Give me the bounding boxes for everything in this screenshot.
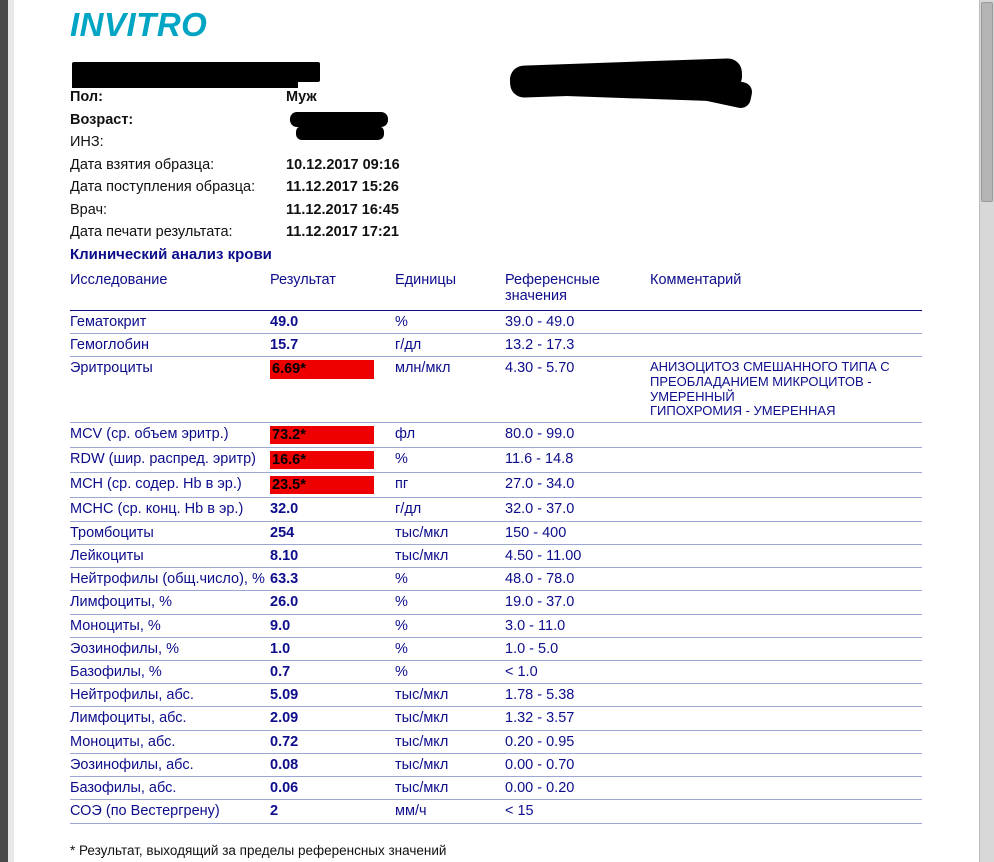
cell-test-name: RDW (шир. распред. эритр)	[70, 447, 270, 472]
results-table-head	[70, 270, 922, 311]
results-table-body	[70, 311, 922, 824]
table-row	[70, 422, 922, 447]
cell-comment	[650, 777, 922, 800]
cell-comment	[650, 800, 922, 823]
cell-reference-range: 1.78 - 5.38	[505, 684, 650, 707]
cell-units: %	[395, 637, 505, 660]
cell-units: %	[395, 591, 505, 614]
cell-result: 0.7	[270, 661, 395, 684]
table-row	[70, 753, 922, 776]
cell-result	[270, 422, 395, 447]
table-row	[70, 684, 922, 707]
cell-reference-range: 4.50 - 11.00	[505, 544, 650, 567]
cell-result: 0.06	[270, 777, 395, 800]
cell-units: пг	[395, 473, 505, 498]
cell-test-name: Гемоглобин	[70, 334, 270, 357]
column-header-units: Единицы	[395, 270, 505, 311]
cell-reference-range: 11.6 - 14.8	[505, 447, 650, 472]
invitro-logo: INVITRO	[70, 6, 208, 43]
cell-result: 32.0	[270, 498, 395, 521]
cell-reference-range: 13.2 - 17.3	[505, 334, 650, 357]
cell-reference-range: 0.00 - 0.20	[505, 777, 650, 800]
cell-test-name: Нейтрофилы, абс.	[70, 684, 270, 707]
cell-units: тыс/мкл	[395, 777, 505, 800]
info-row-received-date	[70, 176, 630, 199]
table-row	[70, 591, 922, 614]
cell-result: 49.0	[270, 311, 395, 334]
cell-units: %	[395, 568, 505, 591]
table-row	[70, 311, 922, 334]
cell-comment	[650, 422, 922, 447]
cell-reference-range: 80.0 - 99.0	[505, 422, 650, 447]
column-header-reference-line1: Референсные	[505, 272, 600, 288]
info-label-age: Возраст:	[70, 111, 134, 128]
cell-units: тыс/мкл	[395, 684, 505, 707]
cell-result: 63.3	[270, 568, 395, 591]
cell-comment	[650, 730, 922, 753]
cell-result	[270, 447, 395, 472]
cell-test-name: Лимфоциты, абс.	[70, 707, 270, 730]
cell-comment	[650, 357, 922, 422]
cell-result: 254	[270, 521, 395, 544]
cell-result: 8.10	[270, 544, 395, 567]
info-row-sample-date	[70, 154, 630, 177]
cell-test-name: Тромбоциты	[70, 521, 270, 544]
cell-test-name: Гематокрит	[70, 311, 270, 334]
info-value-sex: Муж	[286, 89, 317, 106]
cell-comment	[650, 591, 922, 614]
table-row	[70, 730, 922, 753]
info-label-inz: ИНЗ:	[70, 134, 104, 151]
cell-result: 0.72	[270, 730, 395, 753]
cell-reference-range: 19.0 - 37.0	[505, 591, 650, 614]
info-row-sex	[70, 86, 630, 109]
column-header-comment: Комментарий	[650, 270, 922, 311]
cell-reference-range: 4.30 - 5.70	[505, 357, 650, 422]
cell-result: 0.08	[270, 753, 395, 776]
cell-units: г/дл	[395, 334, 505, 357]
cell-units: %	[395, 447, 505, 472]
info-label-received-date: Дата поступления образца:	[70, 179, 256, 196]
comment-line: ГИПОХРОМИЯ - УМЕРЕННАЯ	[650, 403, 836, 419]
cell-units: тыс/мкл	[395, 753, 505, 776]
cell-comment	[650, 311, 922, 334]
footnote: * Результат, выходящий за пределы референсных значений	[70, 843, 447, 858]
cell-comment	[650, 568, 922, 591]
out-of-range-highlight: 23.5*	[270, 476, 374, 494]
cell-comment	[650, 334, 922, 357]
section-title: Клинический анализ крови	[70, 246, 272, 263]
cell-units: фл	[395, 422, 505, 447]
cell-test-name: Моноциты, %	[70, 614, 270, 637]
out-of-range-highlight: 73.2*	[270, 426, 374, 444]
cell-result: 15.7	[270, 334, 395, 357]
info-row-age	[70, 109, 630, 132]
table-row	[70, 637, 922, 660]
cell-reference-range: 0.20 - 0.95	[505, 730, 650, 753]
cell-reference-range: 27.0 - 34.0	[505, 473, 650, 498]
cell-result: 2	[270, 800, 395, 823]
cell-test-name: Лейкоциты	[70, 544, 270, 567]
scrollbar-thumb[interactable]	[981, 2, 993, 202]
cell-units: мм/ч	[395, 800, 505, 823]
cell-reference-range: 32.0 - 37.0	[505, 498, 650, 521]
cell-units: тыс/мкл	[395, 730, 505, 753]
cell-test-name: Эозинофилы, %	[70, 637, 270, 660]
cell-test-name: Базофилы, %	[70, 661, 270, 684]
cell-comment	[650, 753, 922, 776]
comment-line: АНИЗОЦИТОЗ СМЕШАННОГО ТИПА С ПРЕОБЛАДАНИЕМ МИКРОЦИТОВ - УМЕРЕННЫЙ	[650, 359, 890, 404]
table-row	[70, 707, 922, 730]
info-value-print-date: 11.12.2017 17:21	[286, 224, 399, 241]
cell-reference-range: 1.0 - 5.0	[505, 637, 650, 660]
info-label-doctor: Врач:	[70, 201, 108, 218]
cell-test-name: СОЭ (по Вестергрену)	[70, 800, 270, 823]
table-row	[70, 777, 922, 800]
scrollbar[interactable]	[979, 0, 994, 862]
column-header-result: Результат	[270, 270, 395, 311]
cell-comment	[650, 614, 922, 637]
table-row	[70, 661, 922, 684]
table-header-row	[70, 270, 922, 311]
cell-test-name: Эозинофилы, абс.	[70, 753, 270, 776]
cell-reference-range: 3.0 - 11.0	[505, 614, 650, 637]
table-row	[70, 357, 922, 422]
cell-test-name: Моноциты, абс.	[70, 730, 270, 753]
cell-comment	[650, 637, 922, 660]
cell-result	[270, 357, 395, 422]
cell-reference-range: < 15	[505, 800, 650, 823]
cell-test-name: MCH (ср. содер. Hb в эр.)	[70, 473, 270, 498]
cell-result: 9.0	[270, 614, 395, 637]
info-value-doctor: 11.12.2017 16:45	[286, 201, 399, 218]
column-header-reference	[505, 270, 650, 311]
page-left-edge	[0, 0, 8, 862]
cell-comment	[650, 707, 922, 730]
info-row-print-date	[70, 221, 630, 244]
info-row-inz	[70, 131, 630, 154]
cell-test-name: MCHC (ср. конц. Hb в эр.)	[70, 498, 270, 521]
cell-units: %	[395, 661, 505, 684]
cell-result: 2.09	[270, 707, 395, 730]
patient-info-block	[70, 86, 630, 244]
cell-reference-range: 1.32 - 3.57	[505, 707, 650, 730]
table-row	[70, 800, 922, 823]
cell-comment	[650, 661, 922, 684]
cell-test-name: Базофилы, абс.	[70, 777, 270, 800]
table-row	[70, 498, 922, 521]
cell-comment	[650, 473, 922, 498]
table-row	[70, 544, 922, 567]
cell-units: тыс/мкл	[395, 521, 505, 544]
cell-comment	[650, 498, 922, 521]
cell-result	[270, 473, 395, 498]
table-row	[70, 521, 922, 544]
info-row-doctor	[70, 199, 630, 222]
cell-reference-range: 39.0 - 49.0	[505, 311, 650, 334]
cell-test-name: Эритроциты	[70, 357, 270, 422]
info-label-sex: Пол:	[70, 89, 103, 106]
table-row	[70, 334, 922, 357]
cell-units: тыс/мкл	[395, 707, 505, 730]
cell-units: %	[395, 614, 505, 637]
info-label-print-date: Дата печати результата:	[70, 224, 233, 241]
cell-comment	[650, 447, 922, 472]
cell-comment	[650, 521, 922, 544]
table-row	[70, 473, 922, 498]
cell-comment	[650, 684, 922, 707]
info-label-sample-date: Дата взятия образца:	[70, 156, 215, 173]
info-value-sample-date: 10.12.2017 09:16	[286, 156, 400, 173]
column-header-name: Исследование	[70, 270, 270, 311]
cell-result: 1.0	[270, 637, 395, 660]
cell-units: млн/мкл	[395, 357, 505, 422]
table-row	[70, 568, 922, 591]
cell-test-name: Нейтрофилы (общ.число), %	[70, 568, 270, 591]
cell-units: тыс/мкл	[395, 544, 505, 567]
cell-test-name: Лимфоциты, %	[70, 591, 270, 614]
document-content	[14, 0, 980, 862]
info-value-received-date: 11.12.2017 15:26	[286, 179, 399, 196]
cell-units: г/дл	[395, 498, 505, 521]
out-of-range-highlight: 6.69*	[270, 360, 374, 378]
cell-reference-range: < 1.0	[505, 661, 650, 684]
results-table	[70, 270, 922, 824]
cell-result: 5.09	[270, 684, 395, 707]
cell-units: %	[395, 311, 505, 334]
table-row	[70, 614, 922, 637]
out-of-range-highlight: 16.6*	[270, 451, 374, 469]
cell-comment	[650, 544, 922, 567]
cell-reference-range: 150 - 400	[505, 521, 650, 544]
column-header-reference-line2: значения	[505, 288, 567, 304]
cell-test-name: MCV (ср. объем эритр.)	[70, 422, 270, 447]
cell-reference-range: 0.00 - 0.70	[505, 753, 650, 776]
cell-result: 26.0	[270, 591, 395, 614]
table-row	[70, 447, 922, 472]
cell-reference-range: 48.0 - 78.0	[505, 568, 650, 591]
